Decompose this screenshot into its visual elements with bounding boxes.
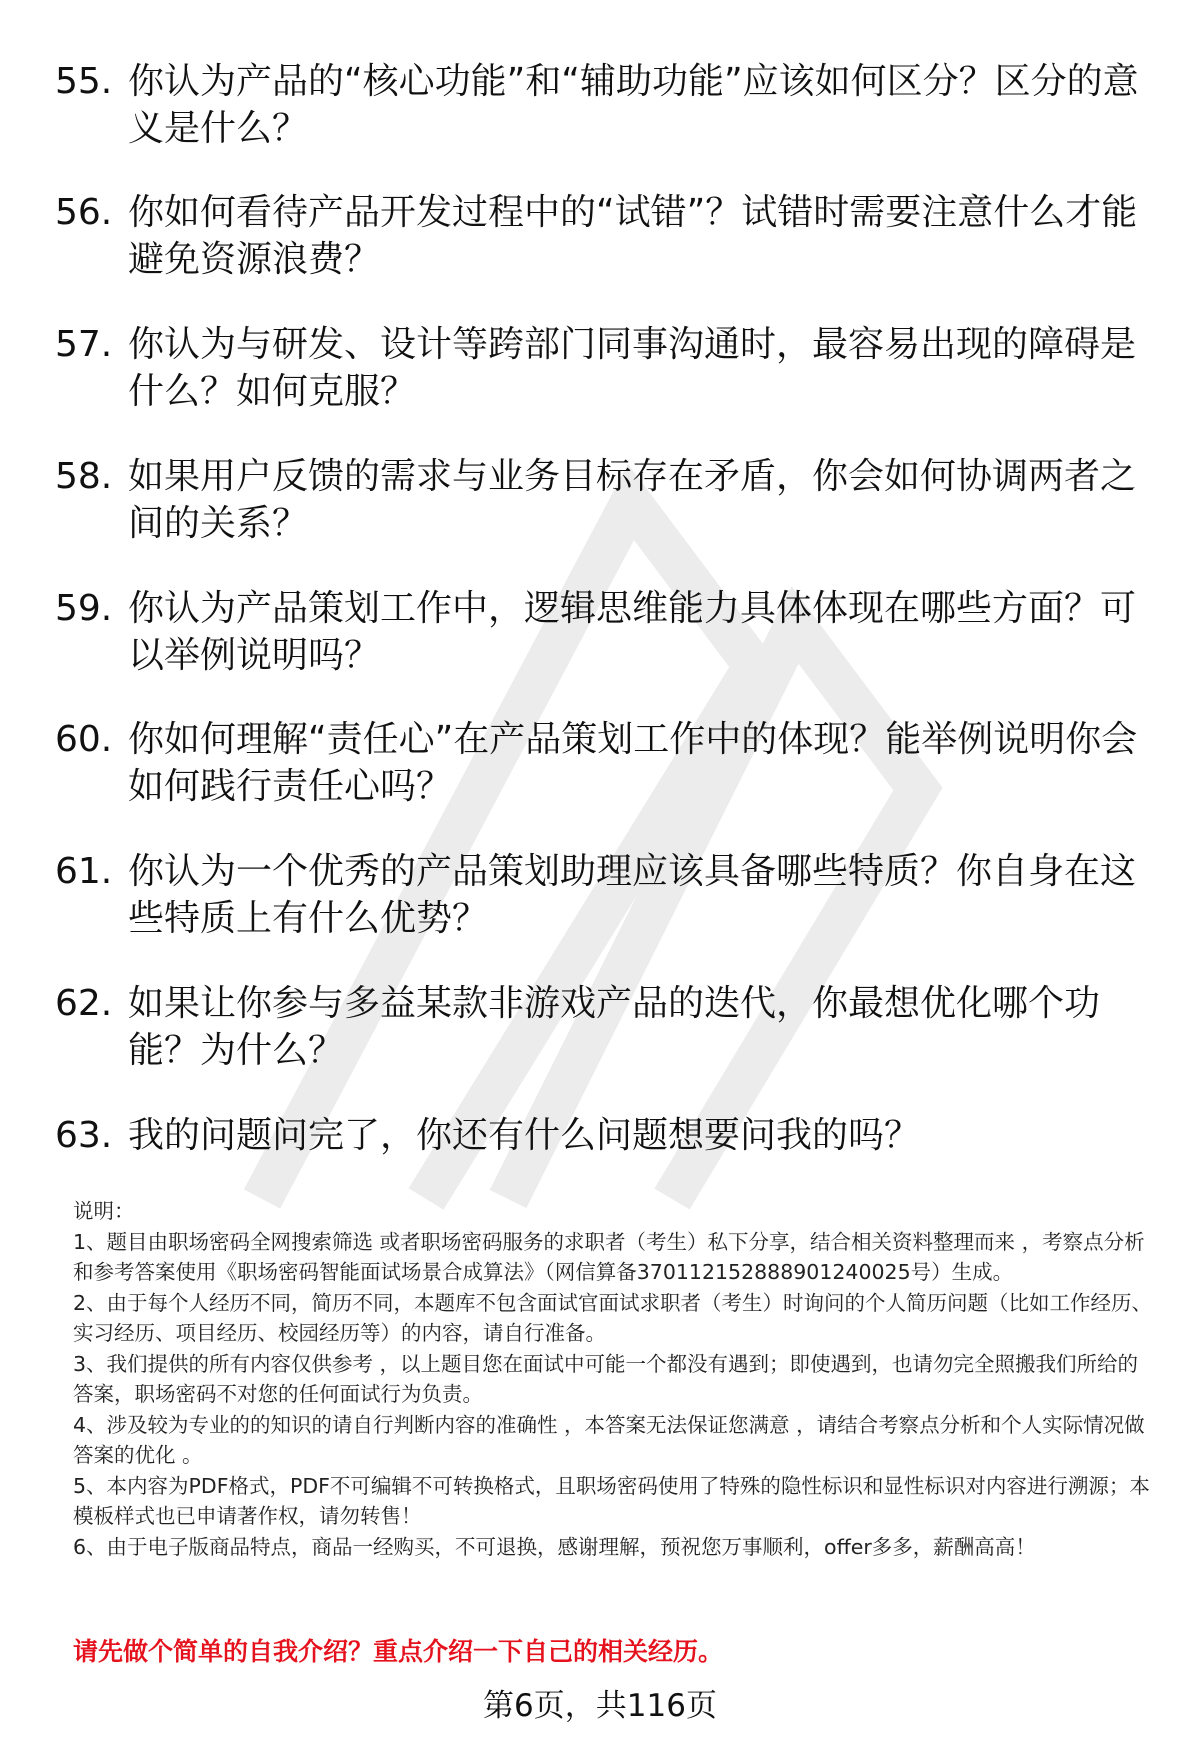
question-number: 63. <box>55 1115 113 1156</box>
question-58 <box>55 453 1145 547</box>
page-number: 第6页，共116页 <box>483 1688 717 1724</box>
note-item: 2、由于每个人经历不同，简历不同，本题库不包含面试官面试求职者（考生）时询问的个人简历问题（比如工作经历、实习经历、项目经历、校园经历等）的内容，请自行准备。 <box>73 1290 1153 1345</box>
question-text: 你认为产品的“核心功能”和“辅助功能”应该如何区分？区分的意义是什么？ <box>128 61 1139 149</box>
question-61 <box>55 848 1145 942</box>
note-item: 5、本内容为PDF格式，PDF不可编辑不可转换格式，且职场密码使用了特殊的隐性标识和显性标识对内容进行溯源；本模板样式也已申请著作权，请勿转售！ <box>73 1473 1150 1528</box>
question-text: 你认为一个优秀的产品策划助理应该具备哪些特质？你自身在这些特质上有什么优势？ <box>128 851 1137 939</box>
question-text: 如果用户反馈的需求与业务目标存在矛盾，你会如何协调两者之间的关系？ <box>128 456 1137 544</box>
question-62 <box>55 980 1145 1074</box>
question-57 <box>55 321 1145 415</box>
question-number: 56. <box>55 192 113 233</box>
question-59 <box>55 585 1145 679</box>
question-text: 你如何理解“责任心”在产品策划工作中的体现？能举例说明你会如何践行责任心吗？ <box>128 719 1138 807</box>
question-number: 57. <box>55 324 113 365</box>
question-text: 你认为与研发、设计等跨部门同事沟通时，最容易出现的障碍是什么？如何克服？ <box>128 324 1137 412</box>
question-text: 你认为产品策划工作中，逻辑思维能力具体体现在哪些方面？可以举例说明吗？ <box>128 588 1137 676</box>
question-number: 59. <box>55 588 113 629</box>
notes-title: 说明： <box>73 1199 135 1223</box>
question-number: 55. <box>55 61 113 102</box>
question-56 <box>55 189 1145 283</box>
highlight-prompt: 请先做个简单的自我介绍？重点介绍一下自己的相关经历。 <box>73 1637 724 1666</box>
notes-section <box>73 1196 1153 1562</box>
question-number: 62. <box>55 983 113 1024</box>
question-number: 58. <box>55 456 113 497</box>
question-text: 你如何看待产品开发过程中的“试错”？试错时需要注意什么才能避免资源浪费？ <box>128 192 1138 280</box>
note-item: 6、由于电子版商品特点，商品一经购买，不可退换，感谢理解，预祝您万事顺利，offer多多，薪酬高高！ <box>73 1534 1036 1559</box>
note-item: 4、涉及较为专业的的知识的请自行判断内容的准确性 ，本答案无法保证您满意 ，请结合考察点分析和个人实际情况做答案的优化 。 <box>73 1412 1145 1467</box>
question-number: 61. <box>55 851 113 892</box>
question-text: 我的问题问完了，你还有什么问题想要问我的吗？ <box>128 1115 921 1156</box>
question-63 <box>55 1112 1145 1159</box>
question-text: 如果让你参与多益某款非游戏产品的迭代，你最想优化哪个功能？为什么？ <box>128 983 1101 1071</box>
note-item: 1、题目由职场密码全网搜索筛选 或者职场密码服务的求职者（考生）私下分享，结合相关资料整理而来 ，考察点分析和参考答案使用《职场密码智能面试场景合成算法》（网信算备370112152888901240025号）生成。 <box>73 1229 1145 1284</box>
question-number: 60. <box>55 719 113 760</box>
question-60 <box>55 716 1145 810</box>
note-item: 3、我们提供的所有内容仅供参考 ，以上题目您在面试中可能一个都没有遇到；即使遇到，也请勿完全照搬我们所给的答案，职场密码不对您的任何面试行为负责。 <box>73 1351 1139 1406</box>
question-55 <box>55 58 1145 152</box>
